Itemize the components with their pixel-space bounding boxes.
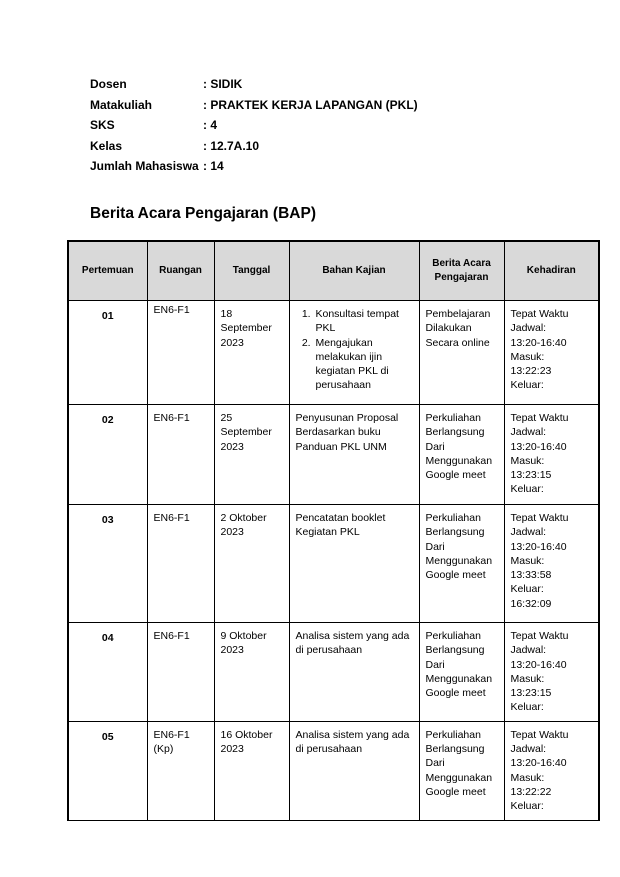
header-pertemuan: Pertemuan [68, 241, 147, 301]
jadwal-label: Jadwal: [510, 426, 547, 439]
dosen-value: : SIDIK [203, 77, 243, 91]
row-berita-acara: Perkuliahan Berlangsung Dari Menggunakan Google meet [419, 405, 504, 505]
jadwal-label: Jadwal: [510, 526, 547, 539]
table-row [68, 405, 599, 505]
masuk-label: Masuk: [510, 672, 545, 685]
jadwal-label: Jadwal: [510, 644, 547, 657]
table-row [68, 721, 599, 820]
info-row-kelas [90, 136, 418, 157]
matakuliah-label: Matakuliah [90, 97, 153, 112]
row-kehadiran [504, 505, 599, 623]
row-number: 04 [68, 623, 147, 722]
header-tanggal: Tanggal [214, 241, 289, 301]
jadwal-value: 13:20-16:40 [510, 540, 567, 553]
kehadiran-status: Tepat Waktu [510, 728, 569, 741]
kehadiran-status: Tepat Waktu [510, 630, 569, 642]
kehadiran-status: Tepat Waktu [510, 308, 569, 320]
kehadiran-status: Tepat Waktu [510, 412, 569, 424]
row-kehadiran [504, 301, 599, 405]
course-info [90, 74, 418, 177]
sks-label: SKS [90, 118, 115, 132]
row-number: 05 [68, 721, 147, 820]
jadwal-label: Jadwal: [510, 743, 547, 756]
info-row-sks [90, 115, 418, 136]
row-bahan-kajian: Analisa sistem yang ada di perusahaan [289, 721, 419, 820]
row-ruangan: EN6-F1 [147, 301, 214, 405]
keluar-value: 16:32:09 [510, 597, 552, 610]
row-bahan-kajian: Analisa sistem yang ada di perusahaan [289, 623, 419, 722]
row-number: 03 [68, 505, 147, 623]
jumlah-label: Jumlah Mahasiswa [90, 159, 199, 173]
jadwal-value: 13:20-16:40 [510, 336, 567, 349]
jumlah-value: : 14 [203, 159, 224, 173]
header-berita-acara: Berita Acara Pengajaran [419, 241, 504, 301]
row-ruangan: EN6-F1 (Kp) [147, 721, 214, 820]
row-tanggal: 18 September 2023 [214, 301, 289, 405]
row-number: 02 [68, 405, 147, 505]
info-row-jumlah [90, 156, 418, 177]
list-item: 2. Mengajukan melakukan ijin kegiatan PKL di perusahaan [314, 336, 413, 393]
kehadiran-status: Tepat Waktu [510, 512, 569, 524]
row-kehadiran [504, 721, 599, 820]
row-kehadiran [504, 405, 599, 505]
row-kehadiran [504, 623, 599, 722]
table-header-row [68, 241, 599, 301]
masuk-value: 13:22:22 [510, 785, 552, 798]
sks-value: : 4 [203, 118, 218, 132]
dosen-label: Dosen [90, 77, 127, 91]
jadwal-value: 13:20-16:40 [510, 757, 567, 770]
row-bahan-kajian [289, 301, 419, 405]
keluar-label: Keluar: [510, 379, 544, 392]
row-berita-acara: Pembelajaran Dilakukan Secara online [419, 301, 504, 405]
bap-table [67, 240, 600, 821]
row-ruangan: EN6-F1 [147, 623, 214, 722]
masuk-value: 13:23:15 [510, 687, 552, 700]
header-bahan-kajian: Bahan Kajian [289, 241, 419, 301]
info-row-matakuliah [90, 95, 418, 116]
masuk-label: Masuk: [510, 454, 545, 467]
masuk-label: Masuk: [510, 350, 545, 363]
page-title: Berita Acara Pengajaran (BAP) [90, 205, 316, 222]
table-row [68, 301, 599, 405]
jadwal-value: 13:20-16:40 [510, 658, 567, 671]
row-berita-acara: Perkuliahan Berlangsung Dari Menggunakan Google meet [419, 721, 504, 820]
row-tanggal: 2 Oktober 2023 [214, 505, 289, 623]
keluar-label: Keluar: [510, 583, 544, 596]
keluar-label: Keluar: [510, 483, 544, 496]
bahan-list [296, 307, 413, 393]
row-ruangan: EN6-F1 [147, 405, 214, 505]
row-tanggal: 16 Oktober 2023 [214, 721, 289, 820]
row-tanggal: 25 September 2023 [214, 405, 289, 505]
list-item: 1. Konsultasi tempat PKL [314, 307, 413, 336]
table-row [68, 623, 599, 722]
row-bahan-kajian: Penyusunan Proposal Berdasarkan buku Panduan PKL UNM [289, 405, 419, 505]
row-berita-acara: Perkuliahan Berlangsung Dari Menggunakan Google meet [419, 623, 504, 722]
kelas-value: : 12.7A.10 [203, 138, 260, 153]
masuk-label: Masuk: [510, 771, 545, 784]
info-row-dosen [90, 74, 418, 95]
row-bahan-kajian: Pencatatan booklet Kegiatan PKL [289, 505, 419, 623]
jadwal-label: Jadwal: [510, 322, 547, 335]
row-tanggal: 9 Oktober 2023 [214, 623, 289, 722]
masuk-label: Masuk: [510, 554, 545, 567]
jadwal-value: 13:20-16:40 [510, 440, 567, 453]
table-row [68, 505, 599, 623]
header-kehadiran: Kehadiran [504, 241, 599, 301]
row-berita-acara: Perkuliahan Berlangsung Dari Menggunakan Google meet [419, 505, 504, 623]
kelas-label: Kelas [90, 138, 123, 153]
masuk-value: 13:23:15 [510, 469, 552, 482]
matakuliah-value: : PRAKTEK KERJA LAPANGAN (PKL) [203, 97, 418, 112]
masuk-value: 13:22:23 [510, 365, 552, 378]
row-number: 01 [68, 301, 147, 405]
row-ruangan: EN6-F1 [147, 505, 214, 623]
keluar-label: Keluar: [510, 800, 544, 813]
keluar-label: Keluar: [510, 701, 544, 714]
masuk-value: 13:33:58 [510, 569, 552, 582]
header-ruangan: Ruangan [147, 241, 214, 301]
